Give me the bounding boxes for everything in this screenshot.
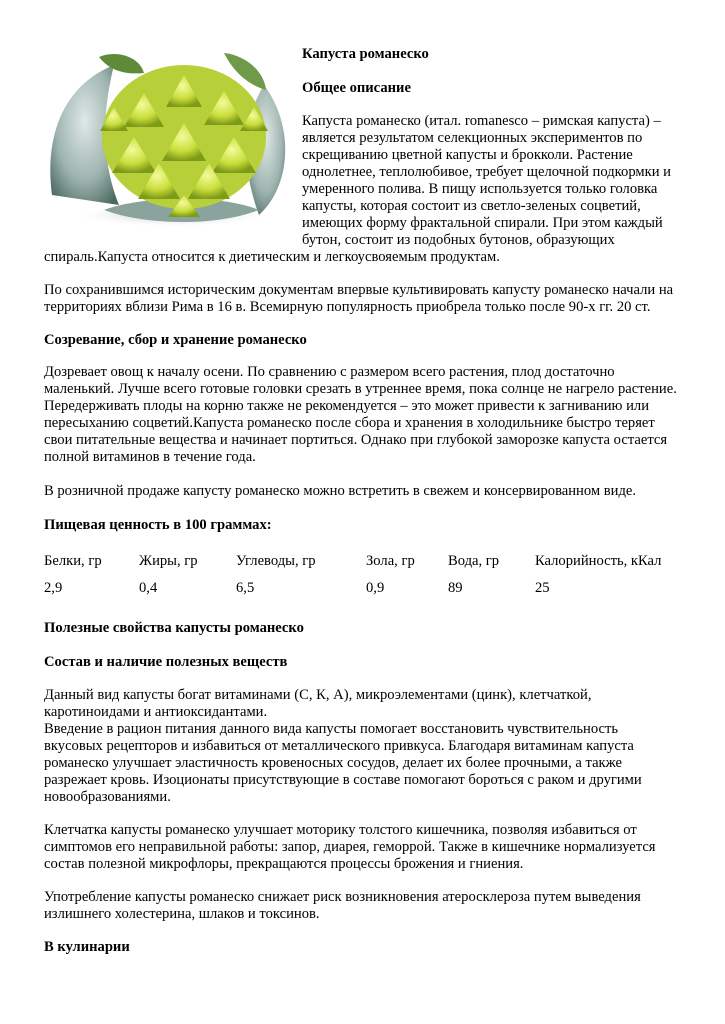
- table-header-cell: Белки, гр: [44, 553, 102, 569]
- table-header-cell: Вода, гр: [448, 553, 500, 569]
- composition-paragraph: Данный вид капусты богат витаминами (С, К, А), микроэлементами (цинк), клетчаткой, каротиноидами и антиоксидантами. Введение в рацион питания данного вида капусты помогает восстановить чувствительность вкусовых рецепторов и избавиться от металлического привкуса. Благодаря витаминам капуста романеско улучшает эластичность кровеносных сосудов, делает их более прочными, а также разрежает кровь. Изоционаты присутствующие в составе помогают бороться с раком и другими новообразованиями.: [44, 687, 642, 805]
- table-cell: 2,9: [44, 580, 63, 596]
- romanesco-image: [44, 45, 292, 227]
- section-heading-general: Общее описание: [302, 80, 411, 96]
- page-title: Капуста романеско: [302, 46, 429, 62]
- table-cell: 0,4: [139, 580, 158, 596]
- table-header-cell: Калорийность, кКал: [535, 553, 662, 569]
- table-cell: 0,9: [366, 580, 385, 596]
- table-cell: 89: [448, 580, 463, 596]
- fiber-paragraph: Клетчатка капусты романеско улучшает моторику толстого кишечника, позволяя избавиться от симптомов его неправильной работы: запор, диарея, геморрой. Также в кишечнике нормализуется состав полезной микрофлоры, прекращаются процессы брожения и гниения.: [44, 822, 656, 872]
- history-paragraph: По сохранившимся историческим документам впервые культивировать капусту романеско начали на территориях вблизи Рима в 16 в. Всемирную популярность приобрела только после 90-х гг. 20 ст.: [44, 282, 674, 315]
- table-header-cell: Жиры, гр: [139, 553, 198, 569]
- retail-paragraph: В розничной продаже капусту романеско можно встретить в свежем и консервированном виде.: [44, 483, 637, 499]
- section-heading-ripening: Созревание, сбор и хранение романеско: [44, 332, 307, 348]
- section-heading-cooking: В кулинарии: [44, 939, 130, 955]
- table-header-cell: Зола, гр: [366, 553, 415, 569]
- table-cell: 25: [535, 580, 550, 596]
- table-cell: 6,5: [236, 580, 255, 596]
- section-heading-benefits: Полезные свойства капусты романеско: [44, 620, 304, 636]
- intro-paragraph: Капуста романеско (итал. romanesco – римская капуста) – является результатом селекционных экспериментов по скрещиванию цветной капусты и брокколи. Растение однолетнее, теплолюбивое, требует щелочной подкормки и умеренного полива. В пищу используется только головка капусты, которая состоит из светло-зеленых соцветий, имеющих форму фрактальной спирали. При этом каждый бутон, состоит из подобных бутонов, образующих: [302, 113, 671, 248]
- section-heading-composition: Состав и наличие полезных веществ: [44, 654, 288, 670]
- ripening-paragraph: Дозревает овощ к началу осени. По сравнению с размером всего растения, плод достаточно маленький. Лучше всего готовые головки срезать в утреннее время, пока солнце не нагрело растение. Передерживать плоды на корню также не рекомендуется – это может привести к загниванию или пересыханию соцветий.Капуста романеско после сбора и хранения в холодильнике быстро теряет свои питательные вещества и начинает портиться. Однако при глубокой заморозке капуста остается полной витаминов в течение года.: [44, 364, 677, 465]
- atherosclerosis-paragraph: Употребление капусты романеско снижает риск возникновения атеросклероза путем выведения излишнего холестерина, шлаков и токсинов.: [44, 889, 641, 922]
- table-header-cell: Углеводы, гр: [236, 553, 316, 569]
- section-heading-nutrition: Пищевая ценность в 100 граммах:: [44, 517, 272, 533]
- intro-paragraph-tail: спираль.Капуста относится к диетическим и легкоусвояемым продуктам.: [44, 249, 500, 265]
